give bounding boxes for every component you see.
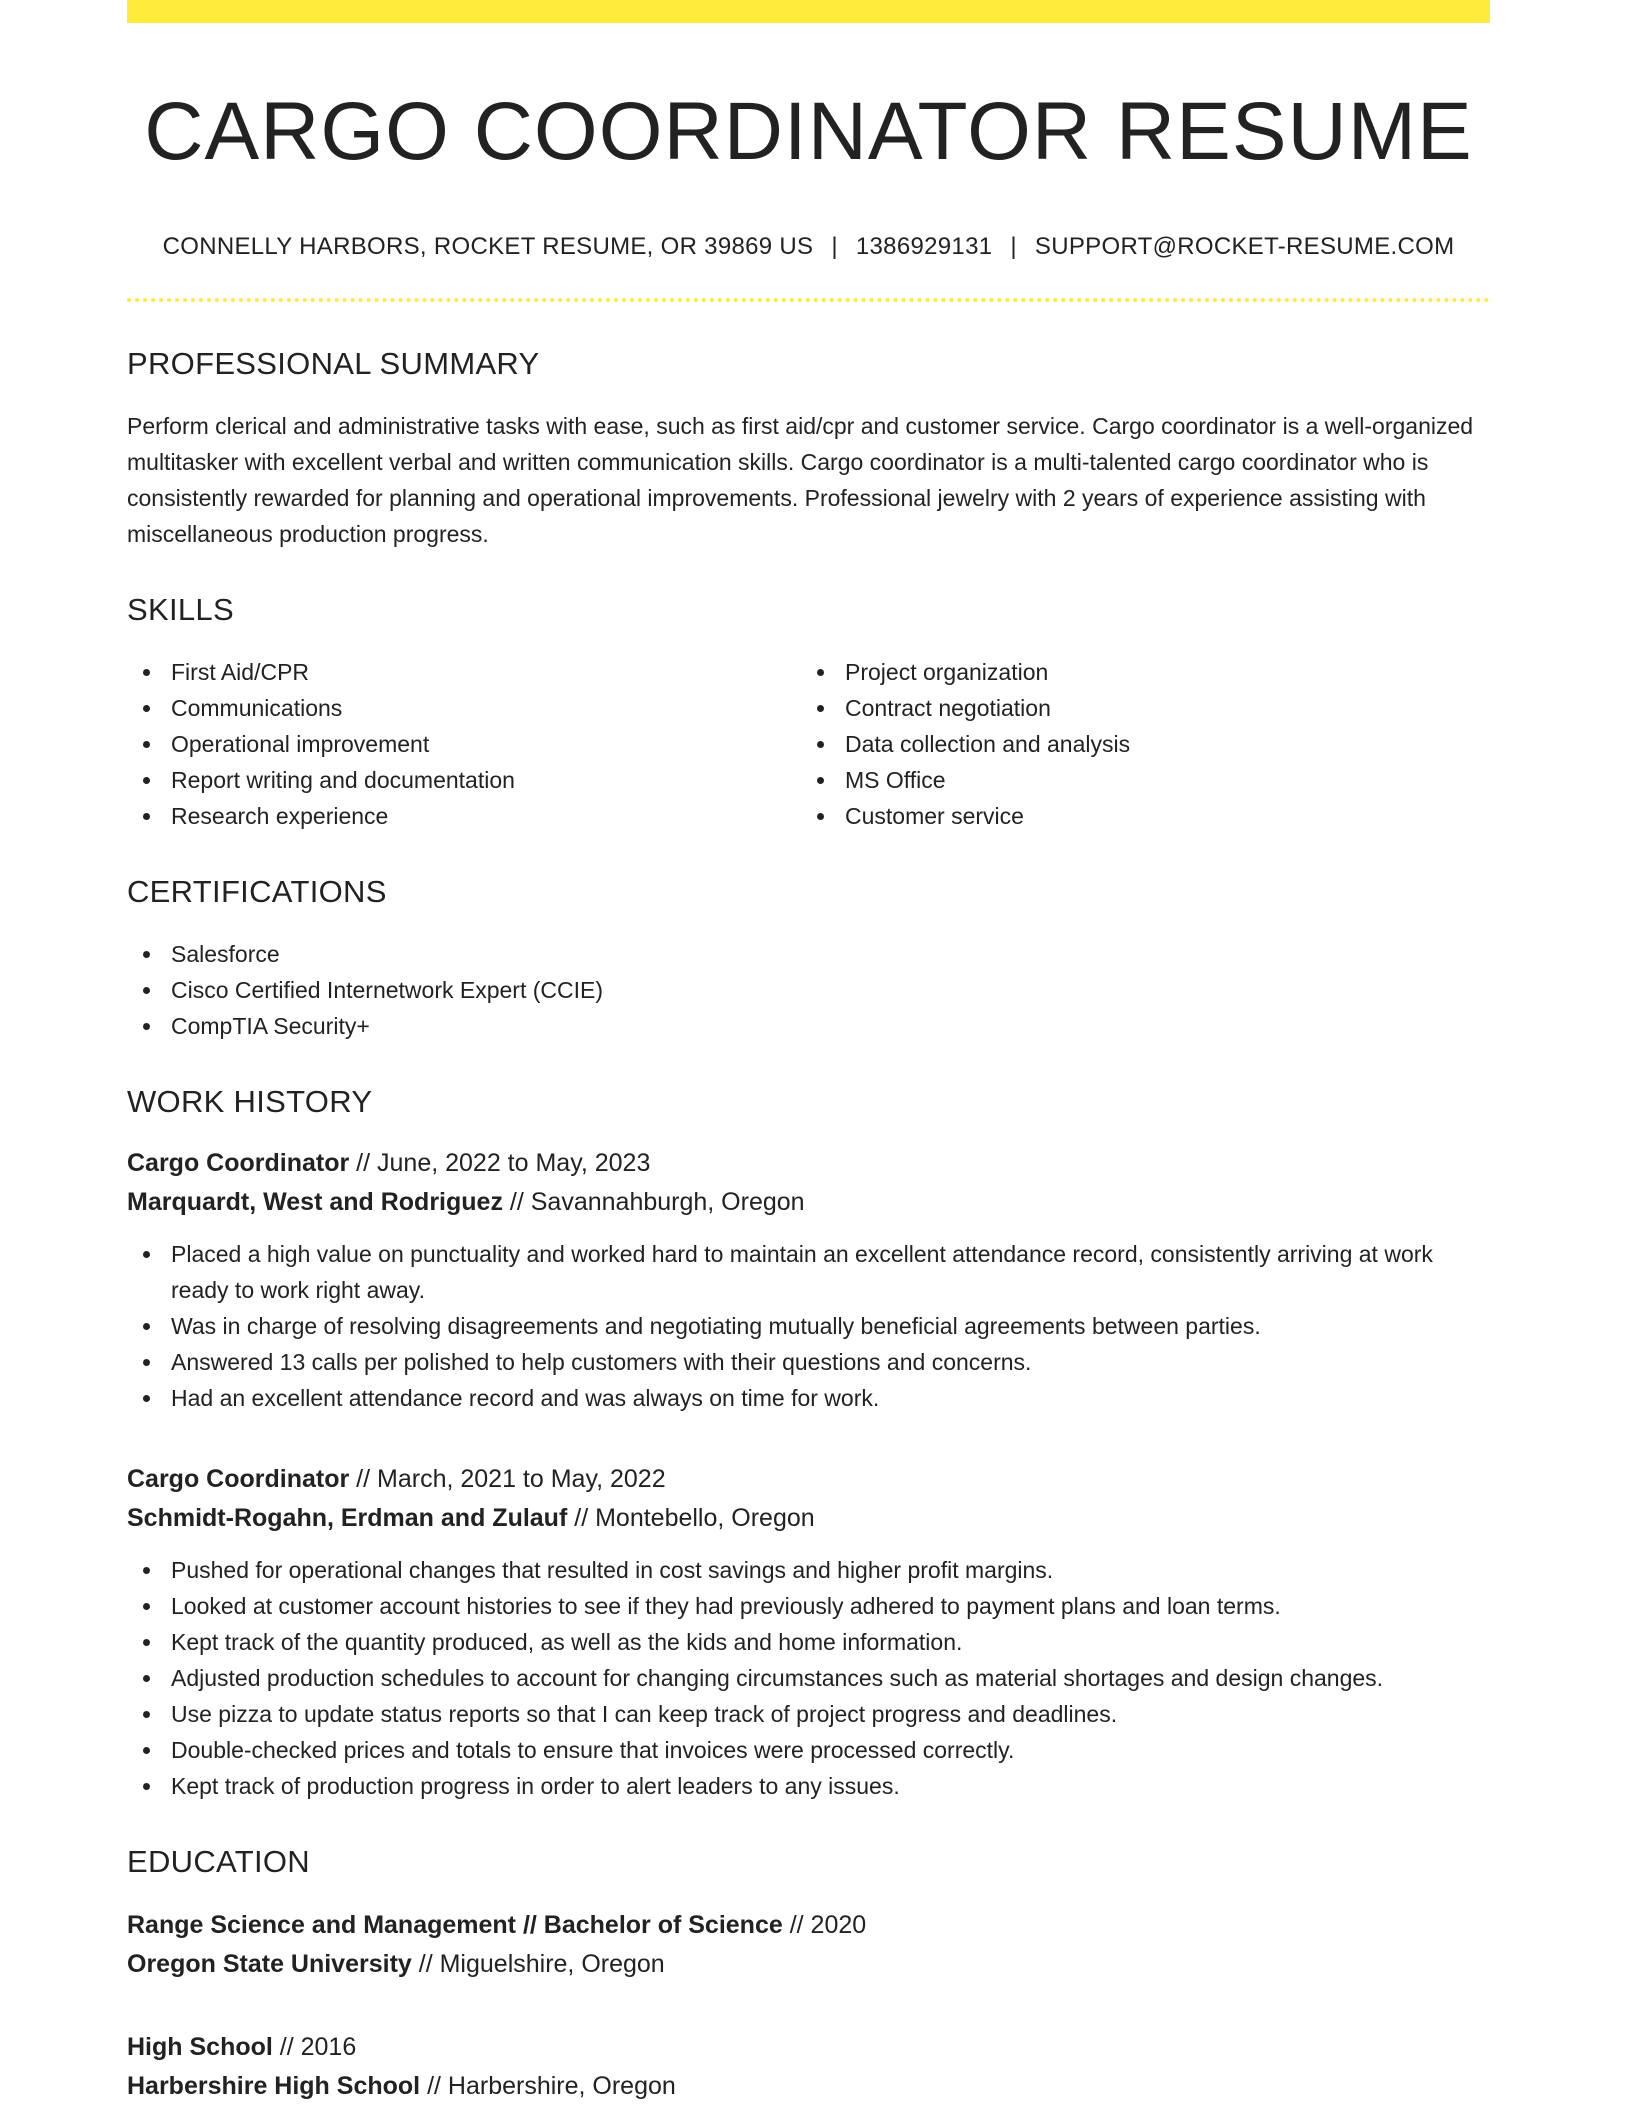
certification-item: Salesforce — [127, 936, 1490, 972]
resume-page — [127, 0, 1490, 2106]
education-heading: EDUCATION — [127, 1844, 310, 1880]
summary-text: Perform clerical and administrative tasks with ease, such as first aid/cpr and customer service. Cargo coordinator is a well-organized multitasker with excellent verbal and written communication skills. Cargo coordinator is a multi-talented cargo coordinator who is consistently rewarded for planning and operational improvements. Professional jewelry with 2 years of experience assisting with miscellaneous production progress. — [127, 413, 1474, 548]
education-school-line — [127, 2067, 1490, 2106]
contact-separator: | — [1010, 233, 1017, 261]
contact-phone: 1386929131 — [855, 233, 993, 261]
skill-item: Customer service — [801, 798, 1475, 834]
certifications-list — [127, 936, 1490, 1044]
job-bullet: Answered 13 calls per polished to help customers with their questions and concerns. — [127, 1344, 1490, 1380]
job-bullet-list — [127, 1236, 1490, 1416]
job-dates: // June, 2022 to May, 2023 — [356, 1149, 651, 1178]
job-company: Marquardt, West and Rodriguez — [127, 1188, 503, 1217]
skill-item: Communications — [127, 690, 801, 726]
job-bullet: Adjusted production schedules to account for changing circumstances such as material shortages and design changes. — [127, 1660, 1490, 1696]
job-bullet: Looked at customer account histories to see if they had previously adhered to payment plans and loan terms. — [127, 1588, 1490, 1624]
work-history-heading: WORK HISTORY — [127, 1084, 373, 1120]
job-bullet: Use pizza to update status reports so that I can keep track of project progress and deadlines. — [127, 1696, 1490, 1732]
education-school-line — [127, 1945, 1490, 1984]
contact-email: SUPPORT@ROCKET-RESUME.COM — [1034, 233, 1455, 261]
skills-grid — [127, 654, 1490, 834]
job-company-line — [127, 1499, 1490, 1538]
skills-list-right — [801, 654, 1475, 834]
certifications-heading: CERTIFICATIONS — [127, 874, 387, 910]
job-location: // Savannahburgh, Oregon — [509, 1188, 805, 1217]
education-school: Oregon State University — [127, 1950, 412, 1979]
education-location: // Miguelshire, Oregon — [418, 1950, 665, 1979]
job-company-line — [127, 1183, 1490, 1222]
education-degree-line — [127, 2028, 1490, 2067]
job-entry — [127, 1144, 1490, 1416]
education-degree: High School — [127, 2033, 273, 2062]
education-degree: Range Science and Management // Bachelor of Science — [127, 1911, 783, 1940]
job-bullet: Double-checked prices and totals to ensure that invoices were processed correctly. — [127, 1732, 1490, 1768]
skill-item: Project organization — [801, 654, 1475, 690]
education-location: // Harbershire, Oregon — [427, 2072, 676, 2101]
certification-item: CompTIA Security+ — [127, 1008, 1490, 1044]
education-year: // 2020 — [789, 1911, 867, 1940]
education-entry — [127, 1906, 1490, 1984]
contact-line — [127, 233, 1490, 261]
certification-item: Cisco Certified Internetwork Expert (CCIE) — [127, 972, 1490, 1008]
job-bullet: Pushed for operational changes that resulted in cost savings and higher profit margins. — [127, 1552, 1490, 1588]
job-dates: // March, 2021 to May, 2022 — [356, 1465, 666, 1494]
summary-heading: PROFESSIONAL SUMMARY — [127, 346, 540, 382]
skill-item: Operational improvement — [127, 726, 801, 762]
job-bullet: Kept track of the quantity produced, as well as the kids and home information. — [127, 1624, 1490, 1660]
dotted-divider — [127, 298, 1490, 302]
education-degree-line — [127, 1906, 1490, 1945]
job-title-line — [127, 1460, 1490, 1499]
job-title: Cargo Coordinator — [127, 1465, 350, 1494]
education-school: Harbershire High School — [127, 2072, 421, 2101]
skill-item: Data collection and analysis — [801, 726, 1475, 762]
job-company: Schmidt-Rogahn, Erdman and Zulauf — [127, 1504, 568, 1533]
education-year: // 2016 — [279, 2033, 357, 2062]
education-entry — [127, 2028, 1490, 2106]
job-title: Cargo Coordinator — [127, 1149, 350, 1178]
skill-item: Contract negotiation — [801, 690, 1475, 726]
skill-item: MS Office — [801, 762, 1475, 798]
job-bullet: Was in charge of resolving disagreements and negotiating mutually beneficial agreements between parties. — [127, 1308, 1490, 1344]
resume-title: CARGO COORDINATOR RESUME — [144, 86, 1473, 177]
contact-separator: | — [831, 233, 838, 261]
skill-item: Research experience — [127, 798, 801, 834]
job-title-line — [127, 1144, 1490, 1183]
skills-heading: SKILLS — [127, 592, 234, 628]
job-bullet: Kept track of production progress in order to alert leaders to any issues. — [127, 1768, 1490, 1804]
job-bullet-list — [127, 1552, 1490, 1804]
skills-list-left — [127, 654, 801, 834]
contact-address: CONNELLY HARBORS, ROCKET RESUME, OR 39869 US — [162, 233, 814, 261]
job-entry — [127, 1460, 1490, 1804]
skill-item: Report writing and documentation — [127, 762, 801, 798]
job-bullet: Had an excellent attendance record and was always on time for work. — [127, 1380, 1490, 1416]
job-location: // Montebello, Oregon — [574, 1504, 815, 1533]
skill-item: First Aid/CPR — [127, 654, 801, 690]
accent-top-bar — [127, 0, 1490, 23]
job-bullet: Placed a high value on punctuality and worked hard to maintain an excellent attendance record, consistently arriving at work ready to work right away. — [127, 1236, 1490, 1308]
